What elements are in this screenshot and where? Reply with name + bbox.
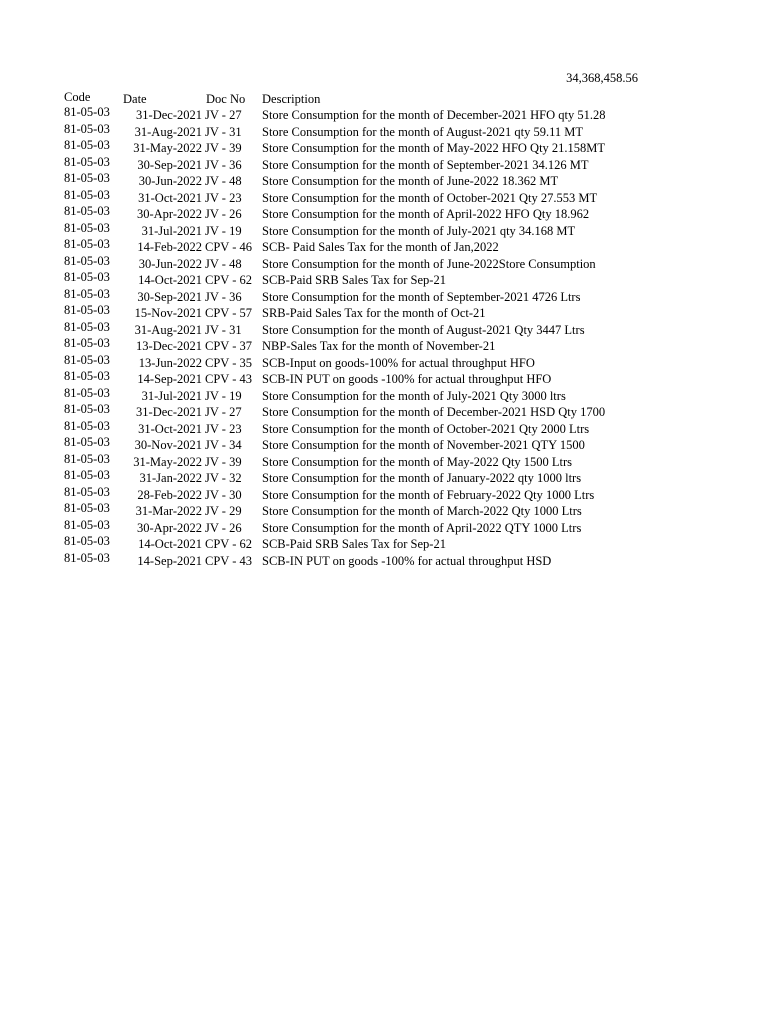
table-row [0,371,768,388]
header-doc-no: Doc No [206,92,246,106]
cell-doc-no: JV - 39 [205,454,242,469]
cell-code: 81-05-03 [64,336,110,350]
cell-date: 14-Sep-2021 [137,372,202,386]
cell-description: SCB-Paid SRB Sales Tax for Sep-21 [262,273,446,287]
table-row [0,154,768,174]
cell-description: Store Consumption for the month of June-2022Store Consumption [262,256,596,271]
cell-date: 31-Jan-2022 [139,471,202,485]
cell-code: 81-05-03 [64,451,110,466]
cell-code: 81-05-03 [64,154,110,169]
cell-code: 81-05-03 [64,270,110,284]
cell-date: 31-May-2022 [133,141,202,155]
cell-description: Store Consumption for the month of December-2021 HSD Qty 1700 [262,405,606,419]
cell-doc-no: CPV - 57 [205,306,253,320]
cell-description: Store Consumption for the month of July-2021 qty 34.168 MT [262,223,576,238]
cell-code: 81-05-03 [64,171,110,185]
cell-date: 31-Jul-2021 [141,223,202,238]
cell-doc-no: JV - 36 [205,289,242,304]
table-row [0,484,768,504]
table-row [0,451,768,471]
cell-date: 31-Aug-2021 [134,124,202,139]
table-row [0,437,768,454]
cell-doc-no: JV - 48 [205,174,242,188]
cell-date: 14-Oct-2021 [138,273,202,287]
cell-code: 81-05-03 [64,138,110,152]
cell-code: 81-05-03 [64,402,110,416]
cell-date: 30-Jun-2022 [138,174,202,188]
cell-doc-no: JV - 19 [205,223,242,238]
cell-code: 81-05-03 [64,319,110,334]
cell-description: Store Consumption for the month of May-2022 Qty 1500 Ltrs [262,454,573,469]
table-header [0,90,768,107]
cell-date: 30-Apr-2022 [136,520,202,535]
cell-date: 31-Jul-2021 [141,388,202,403]
cell-description: Store Consumption for the month of October-2021 Qty 2000 Ltrs [262,421,590,436]
cell-date: 30-Jun-2022 [138,256,202,271]
cell-doc-no: JV - 36 [205,157,242,172]
cell-date: 14-Sep-2021 [137,553,202,568]
cell-code: 81-05-03 [64,385,110,400]
cell-doc-no: CPV - 46 [205,240,253,254]
cell-code: 81-05-03 [64,253,110,268]
cell-description: Store Consumption for the month of May-2022 HFO Qty 21.158MT [262,141,606,155]
cell-date: 14-Oct-2021 [138,537,202,551]
cell-description: SCB-IN PUT on goods -100% for actual throughput HFO [262,372,552,386]
cell-doc-no: CPV - 62 [205,537,253,551]
cell-description: NBP-Sales Tax for the month of November-21 [262,339,496,353]
table-row [0,220,768,240]
cell-doc-no: JV - 31 [205,124,242,139]
cell-description: Store Consumption for the month of August-2021 Qty 3447 Ltrs [262,322,585,337]
table-row [0,536,768,553]
table-row [0,272,768,289]
cell-code: 81-05-03 [64,105,110,119]
cell-doc-no: JV - 30 [205,487,242,502]
cell-date: 31-May-2022 [133,454,202,469]
cell-date: 15-Nov-2021 [134,306,202,320]
cell-date: 31-Mar-2022 [135,504,202,518]
cell-date: 31-Dec-2021 [136,405,202,419]
cell-date: 30-Sep-2021 [137,157,202,172]
cell-code: 81-05-03 [64,517,110,532]
table-row [0,404,768,421]
cell-description: Store Consumption for the month of September-2021 4726 Ltrs [262,289,581,304]
cell-doc-no: JV - 48 [205,256,242,271]
cell-doc-no: CPV - 37 [205,339,253,353]
table-row [0,173,768,190]
header-date: Date [123,92,147,106]
cell-date: 31-Dec-2021 [136,108,202,122]
cell-code: 81-05-03 [64,418,110,433]
cell-description: SRB-Paid Sales Tax for the month of Oct-21 [262,306,486,320]
cell-date: 13-Jun-2022 [138,355,202,370]
cell-code: 81-05-03 [64,369,110,383]
cell-date: 13-Dec-2021 [136,339,202,353]
cell-code: 81-05-03 [64,484,110,499]
cell-description: Store Consumption for the month of June-2022 18.362 MT [262,174,559,188]
cell-code: 81-05-03 [64,550,110,565]
cell-code: 81-05-03 [64,303,110,317]
cell-doc-no: JV - 32 [205,471,242,485]
cell-description: SCB-IN PUT on goods -100% for actual throughput HSD [262,553,552,568]
cell-date: 30-Nov-2021 [134,438,202,452]
cell-description: Store Consumption for the month of September-2021 34.126 MT [262,157,589,172]
header-description: Description [262,92,321,106]
table-row [0,253,768,273]
cell-date: 31-Oct-2021 [138,421,202,436]
table-row [0,503,768,520]
cell-date: 30-Sep-2021 [137,289,202,304]
table-row [0,470,768,487]
cell-doc-no: CPV - 43 [205,553,253,568]
cell-doc-no: JV - 31 [205,322,242,337]
cell-doc-no: JV - 29 [205,504,242,518]
table-row [0,517,768,537]
table-row [0,121,768,141]
cell-code: 81-05-03 [64,204,110,218]
cell-doc-no: JV - 23 [205,421,242,436]
cell-description: Store Consumption for the month of December-2021 HFO qty 51.28 [262,108,606,122]
cell-code: 81-05-03 [64,187,110,202]
cell-doc-no: JV - 23 [205,190,242,205]
cell-code: 81-05-03 [64,534,110,548]
cell-description: Store Consumption for the month of January-2022 qty 1000 ltrs [262,471,582,485]
header-code: Code [64,90,91,104]
table-row [0,305,768,322]
table-row [0,319,768,339]
cell-code: 81-05-03 [64,286,110,301]
cell-date: 28-Feb-2022 [137,487,202,502]
table-body [0,107,768,569]
cell-description: SCB- Paid Sales Tax for the month of Jan,2022 [262,240,499,254]
table-row [0,550,768,570]
table-row [0,187,768,207]
table-row [0,338,768,355]
table-row [0,206,768,223]
cell-date: 31-Aug-2021 [134,322,202,337]
total-amount: 34,368,458.56 [566,71,638,85]
cell-doc-no: JV - 34 [205,438,242,452]
cell-doc-no: CPV - 35 [205,355,253,370]
cell-doc-no: JV - 27 [205,108,242,122]
cell-date: 30-Apr-2022 [136,207,202,221]
table-row [0,107,768,124]
cell-doc-no: JV - 26 [205,520,242,535]
cell-description: Store Consumption for the month of November-2021 QTY 1500 [262,438,585,452]
cell-code: 81-05-03 [64,501,110,515]
cell-description: Store Consumption for the month of March-2022 Qty 1000 Ltrs [262,504,582,518]
cell-doc-no: JV - 27 [205,405,242,419]
cell-description: Store Consumption for the month of October-2021 Qty 27.553 MT [262,190,598,205]
cell-code: 81-05-03 [64,352,110,367]
cell-doc-no: CPV - 62 [205,273,253,287]
cell-description: Store Consumption for the month of April-2022 QTY 1000 Ltrs [262,520,582,535]
cell-description: Store Consumption for the month of February-2022 Qty 1000 Ltrs [262,487,595,502]
cell-description: Store Consumption for the month of July-2021 Qty 3000 ltrs [262,388,566,403]
cell-description: SCB-Input on goods-100% for actual throughput HFO [262,355,535,370]
cell-description: Store Consumption for the month of April-2022 HFO Qty 18.962 [262,207,590,221]
table-row [0,418,768,438]
cell-doc-no: JV - 26 [205,207,242,221]
cell-date: 31-Oct-2021 [138,190,202,205]
table-row [0,286,768,306]
cell-code: 81-05-03 [64,121,110,136]
table-row [0,239,768,256]
cell-doc-no: CPV - 43 [205,372,253,386]
cell-code: 81-05-03 [64,237,110,251]
table-row [0,385,768,405]
cell-code: 81-05-03 [64,220,110,235]
table-row [0,140,768,157]
cell-date: 14-Feb-2022 [137,240,202,254]
table-row [0,352,768,372]
cell-doc-no: JV - 19 [205,388,242,403]
cell-code: 81-05-03 [64,468,110,482]
cell-code: 81-05-03 [64,435,110,449]
cell-doc-no: JV - 39 [205,141,242,155]
cell-description: Store Consumption for the month of August-2021 qty 59.11 MT [262,124,584,139]
cell-description: SCB-Paid SRB Sales Tax for Sep-21 [262,537,446,551]
